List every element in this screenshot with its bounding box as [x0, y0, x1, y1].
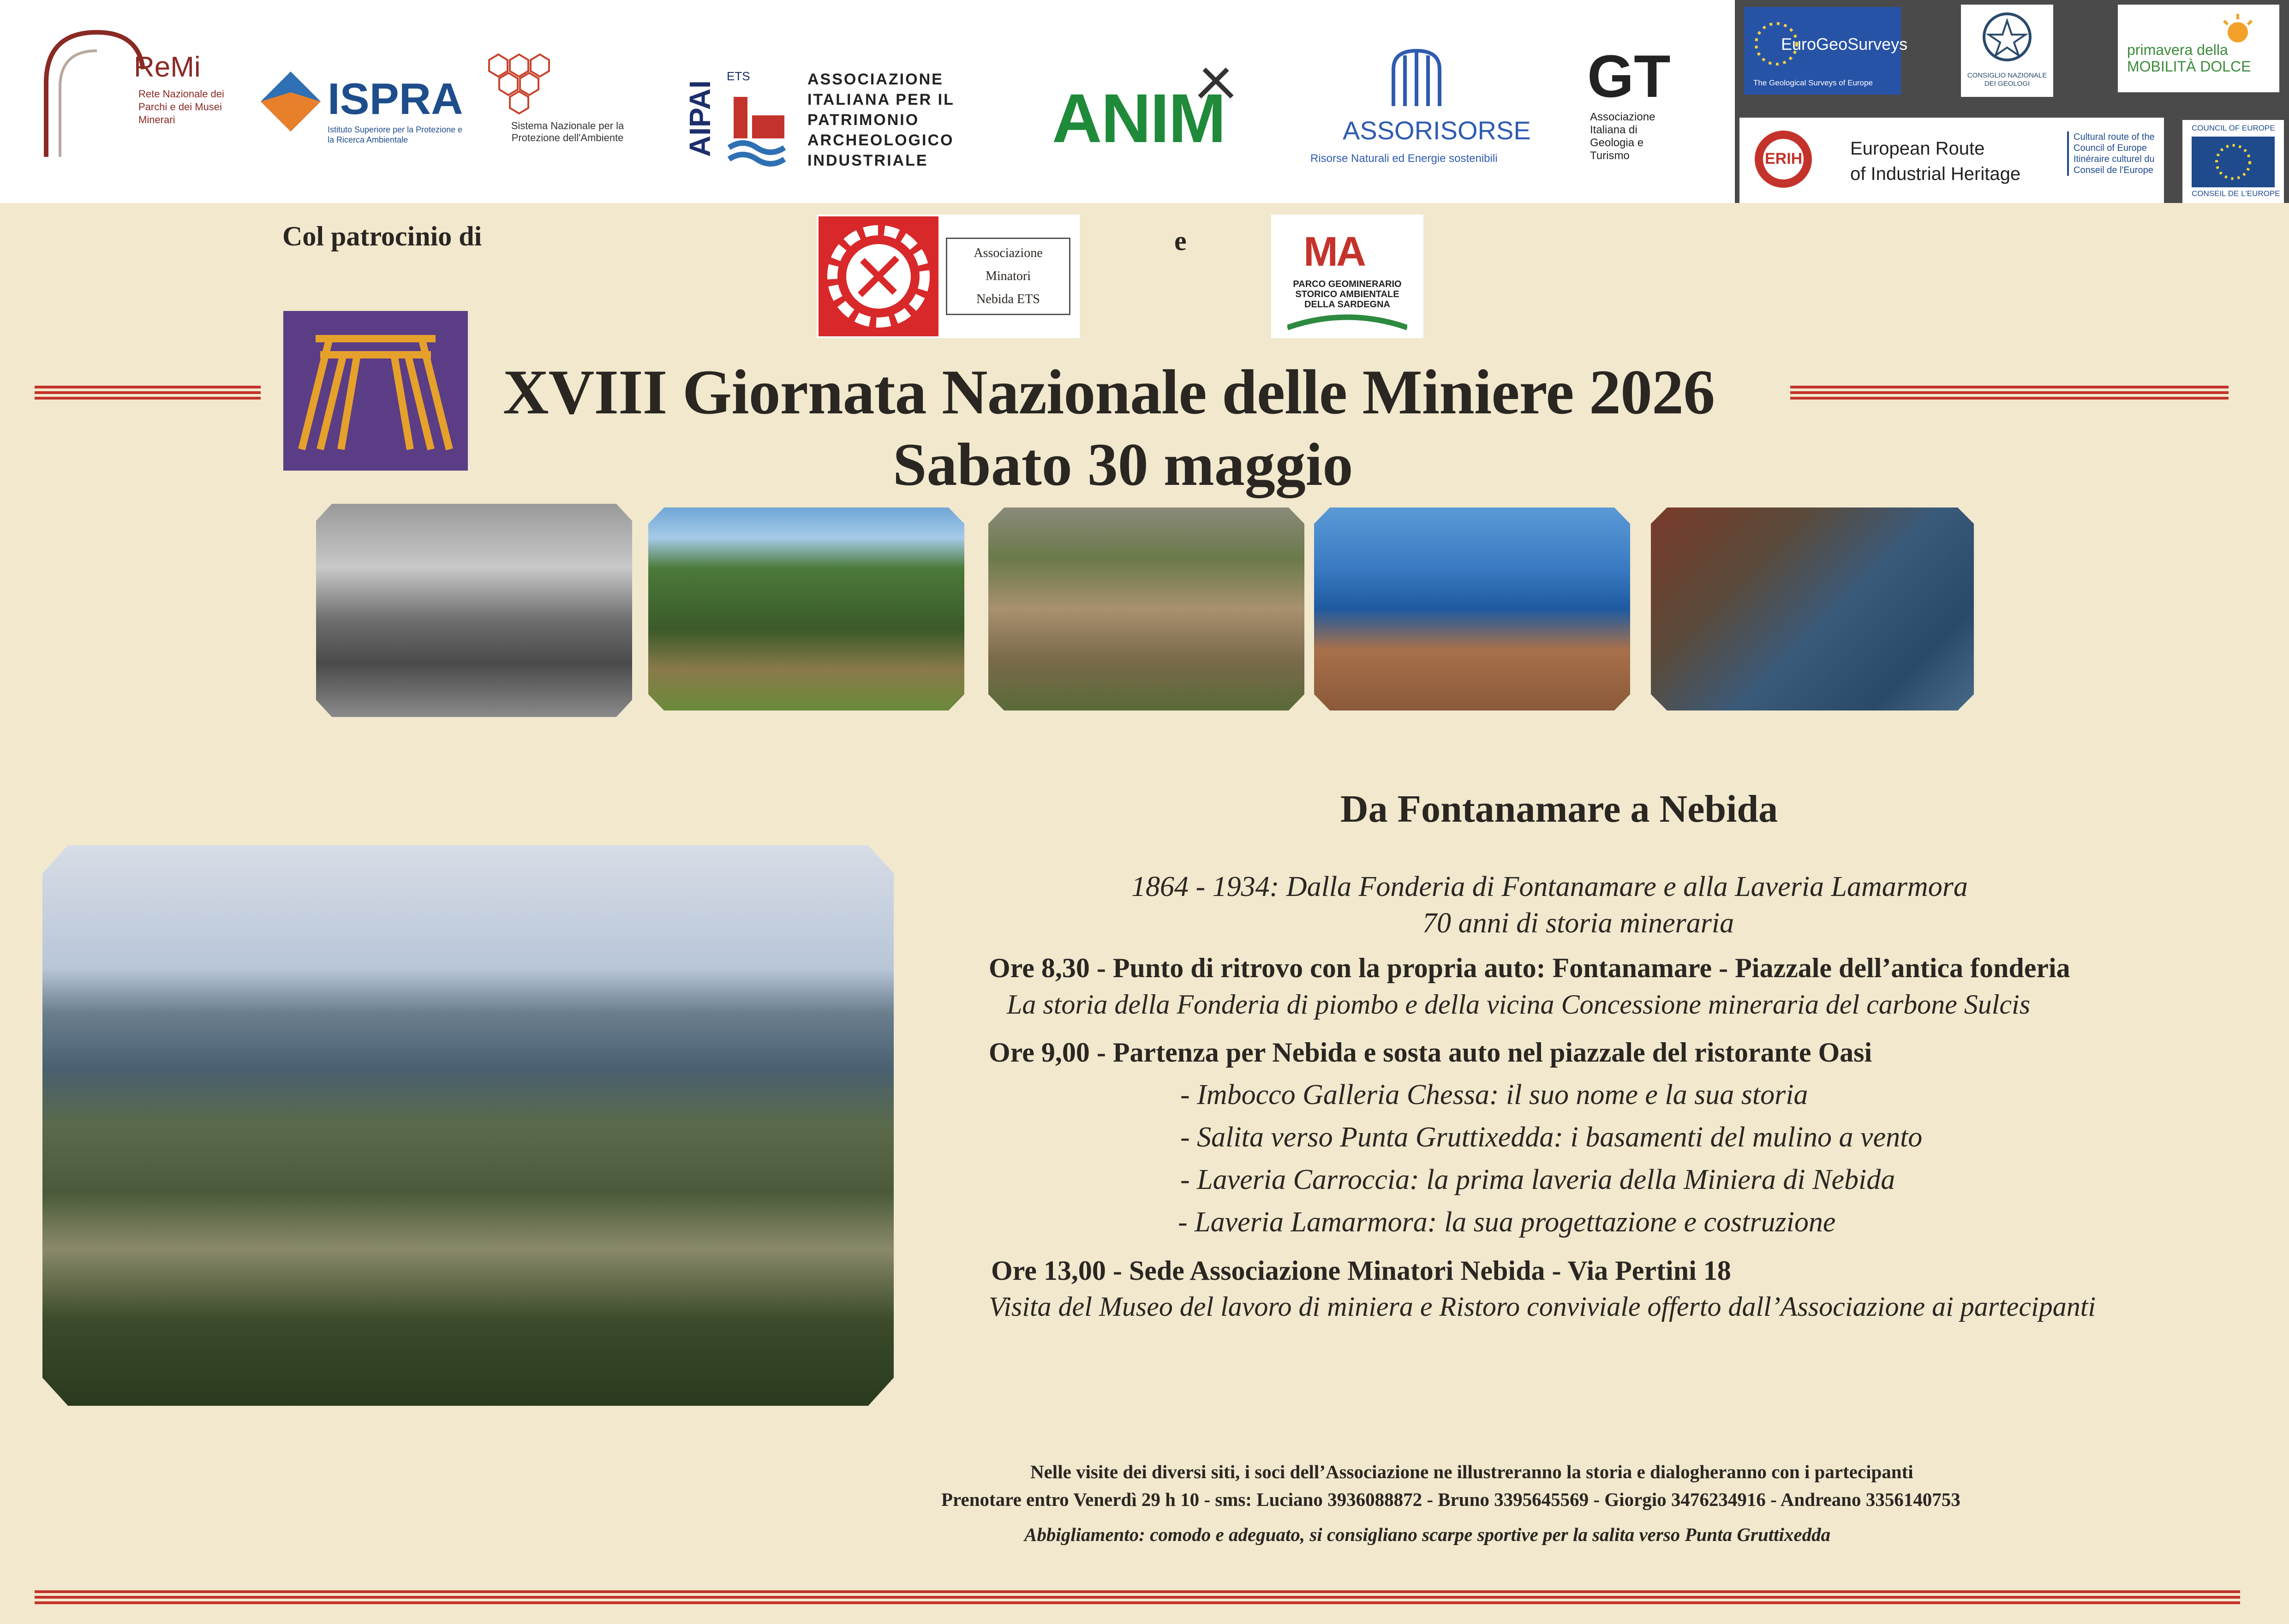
- coe-logo: [2182, 120, 2284, 203]
- coe-bottom: CONSEIL DE L'EUROPE: [2192, 189, 2280, 198]
- amn-line-3: Nebida ETS: [976, 292, 1040, 306]
- primavera-name: primavera della MOBILITÀ DOLCE: [2127, 42, 2251, 75]
- photo-laveria-carroccia: [1314, 508, 1630, 710]
- program-intro-1: 1864 - 1934: Dalla Fonderia di Fontanamare e alla Laveria Lamarmora: [1131, 871, 1968, 902]
- program-step-2-time: Ore 9,00 - Partenza per Nebida e sosta auto nel piazzale del ristorante Oasi: [989, 1037, 1872, 1068]
- amn-text-box: [946, 238, 1070, 315]
- snpa-subtitle: Sistema Nazionale per la Protezione dell'Ambiente: [511, 120, 624, 143]
- remi-name: ReMi: [134, 51, 201, 83]
- assorisorse-name: ASSORISORSE: [1343, 116, 1531, 145]
- gt-logo: [1587, 42, 1716, 180]
- parco-text: PARCO GEOMINERARIO STORICO AMBIENTALE DELLA SARDEGNA: [1293, 279, 1402, 310]
- patronage-conj: e: [1174, 226, 1187, 256]
- assorisorse-shell-icon: [1380, 42, 1453, 115]
- coe-flag-icon: [2192, 137, 2275, 187]
- snpa-logo: [475, 51, 641, 161]
- photo-punta-gruttixedda: [988, 508, 1304, 710]
- amn-line-2: Minatori: [986, 269, 1031, 283]
- remi-subtitle: Rete Nazionale dei Parchi e dei Musei Minerari: [138, 88, 224, 125]
- erih-logo: [1739, 118, 2164, 203]
- photo-galleria-chessa: [648, 508, 964, 710]
- footer-rule: [35, 1590, 2240, 1604]
- footer-booking: Prenotare entro Venerdì 29 h 10 - sms: Luciano 3936088872 - Bruno 3395645569 - Giorgio 3476234916 - Andreano 3356140753: [941, 1489, 1960, 1510]
- primavera-logo: [2118, 5, 2279, 92]
- program-step-1-note: La storia della Fonderia di piombo e della vicina Concessione mineraria del carbone Sulcis: [1007, 989, 2031, 1020]
- patronage-label: Col patrocinio di: [282, 221, 482, 251]
- gt-name: GT: [1587, 42, 1671, 110]
- erih-route-fr: Itinéraire culturel du Conseil de l'Europe: [2074, 154, 2155, 175]
- photo-fontanamare-historic: [316, 504, 632, 717]
- aipai-ets: ETS: [727, 69, 750, 83]
- eurogeosurveys-logo: [1744, 7, 1908, 95]
- amn-line-1: Associazione: [974, 246, 1043, 260]
- program-step-2-item: - Laveria Carroccia: la prima laveria della Miniera di Nebida: [1180, 1164, 1895, 1195]
- program-step-2-item: - Laveria Lamarmora: la sua progettazione e costruzione: [1178, 1206, 1836, 1238]
- aipai-mark: AIPAI: [683, 80, 717, 157]
- program-intro-2: 70 anni di storia mineraria: [1422, 908, 1734, 939]
- erih-text-1: European Route: [1850, 138, 1985, 159]
- aipai-factory-icon: [724, 83, 794, 171]
- mine-entrance-icon: [283, 311, 468, 471]
- assorisorse-subtitle: Risorse Naturali ed Energie sostenibili: [1310, 152, 1498, 165]
- program-step-2-item: - Salita verso Punta Gruttixedda: i basamenti del mulino a vento: [1180, 1122, 1923, 1153]
- erih-text-2: of Industrial Heritage: [1850, 164, 2021, 184]
- title-rule-right: [1790, 386, 2229, 400]
- event-title: XVIII Giornata Nazionale delle Miniere 2026: [503, 357, 1715, 427]
- footer-clothing: Abbigliamento: comodo e adeguato, si consigliano scarpe sportive per la salita verso Punta Gruttixedda: [1024, 1524, 1831, 1545]
- amn-logo: [817, 215, 1080, 338]
- program-step-3-time: Ore 13,00 - Sede Associazione Minatori Nebida - Via Pertini 18: [991, 1255, 1731, 1286]
- remi-logo: [28, 18, 240, 171]
- footer-note: Nelle visite dei diversi siti, i soci dell’Associazione ne illustreranno la storia e dialogheranno con i partecipanti: [1030, 1461, 1913, 1482]
- ispra-diamond-icon: [258, 69, 323, 134]
- program-heading: Da Fontanamare a Nebida: [1340, 788, 1778, 830]
- ispra-name: ISPRA: [328, 74, 463, 124]
- photo-laveria-lamarmora: [1651, 508, 1974, 710]
- eurogeosurveys-subtitle: The Geological Surveys of Europe: [1753, 78, 1873, 87]
- eurogeosurveys-name: EuroGeoSurveys: [1781, 35, 1908, 54]
- parco-wave-icon: [1287, 311, 1407, 334]
- ispra-subtitle: Istituto Superiore per la Protezione e la Ricerca Ambientale: [328, 125, 463, 144]
- coe-top: COUNCIL OF EUROPE: [2192, 124, 2275, 132]
- program-step-3-note: Visita del Museo del lavoro di miniera e Ristoro conviviale offerto dall’Associazione ai partecipanti: [989, 1291, 2096, 1322]
- assorisorse-logo: [1306, 42, 1536, 171]
- cng-logo: [1961, 5, 2053, 97]
- primavera-sun-icon: [2210, 9, 2265, 46]
- cng-emblem-icon: [1979, 9, 2035, 65]
- parco-mark: MA: [1303, 229, 1364, 275]
- anim-name: ANIM: [1052, 79, 1225, 157]
- program-step-1-time: Ore 8,30 - Punto di ritrovo con la propria auto: Fontanamare - Piazzale dell’antica fonderia: [989, 953, 2070, 983]
- erih-route: [2067, 131, 2170, 176]
- gt-subtitle: Associazione Italiana di Geologia e Turismo: [1590, 111, 1655, 162]
- anim-logo: [1052, 51, 1246, 166]
- cng-subtitle: CONSIGLIO NAZIONALE DEI GEOLOGI: [1967, 72, 2047, 88]
- erih-route-en: Cultural route of the Council of Europe: [2074, 132, 2155, 153]
- title-rule-left: [35, 386, 261, 400]
- program-step-2-item: - Imbocco Galleria Chessa: il suo nome e la sua storia: [1180, 1079, 1808, 1111]
- ispra-logo: [258, 69, 471, 161]
- event-date: Sabato 30 maggio: [893, 430, 1353, 498]
- photo-nebida-panorama: [42, 845, 894, 1406]
- parco-logo: [1271, 215, 1423, 338]
- amn-gear-icon: [819, 216, 938, 336]
- aipai-logo: [683, 69, 1015, 171]
- erih-mark: ERIH: [1765, 150, 1803, 167]
- event-logo: [283, 311, 468, 471]
- aipai-text: ASSOCIAZIONE ITALIANA PER IL PATRIMONIO ARCHEOLOGICO INDUSTRIALE: [807, 71, 955, 169]
